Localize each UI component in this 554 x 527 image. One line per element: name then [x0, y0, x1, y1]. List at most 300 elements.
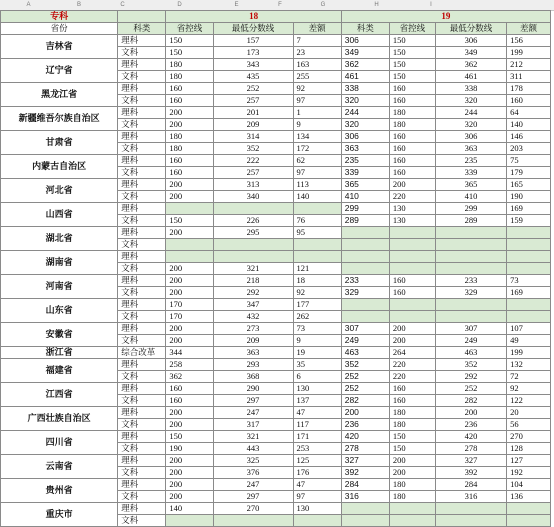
control-line-cell[interactable]: [166, 515, 213, 527]
subject-cell[interactable]: 综合改革: [118, 347, 166, 359]
subject-cell[interactable]: [341, 263, 389, 275]
subject-cell[interactable]: [341, 311, 389, 323]
subject-cell[interactable]: [341, 251, 389, 263]
diff-cell[interactable]: 146: [507, 131, 551, 143]
control-line-cell[interactable]: 180: [389, 479, 435, 491]
subject-cell[interactable]: 文科: [118, 143, 166, 155]
control-line-cell[interactable]: 200: [389, 179, 435, 191]
min-score-cell[interactable]: 235: [435, 155, 506, 167]
control-line-cell[interactable]: 180: [389, 107, 435, 119]
subject-cell[interactable]: 461: [341, 71, 389, 83]
subject-cell[interactable]: 理科: [118, 179, 166, 191]
control-line-cell[interactable]: 170: [166, 299, 213, 311]
min-score-cell[interactable]: 295: [213, 227, 293, 239]
diff-cell[interactable]: 62: [293, 155, 341, 167]
control-line-cell[interactable]: 258: [166, 359, 213, 371]
subject-cell[interactable]: 289: [341, 215, 389, 227]
min-score-cell[interactable]: 292: [213, 287, 293, 299]
subject-cell[interactable]: 理科: [118, 455, 166, 467]
province-name-cell[interactable]: 吉林省: [1, 35, 118, 59]
min-score-cell[interactable]: [435, 239, 506, 251]
control-line-cell[interactable]: [389, 515, 435, 527]
min-score-cell[interactable]: 257: [213, 95, 293, 107]
min-score-cell[interactable]: 321: [213, 263, 293, 275]
diff-cell[interactable]: [507, 515, 551, 527]
control-line-cell[interactable]: 180: [166, 143, 213, 155]
province-header[interactable]: 省份: [1, 23, 118, 35]
subject-cell[interactable]: 文科: [118, 167, 166, 179]
control-line-cell[interactable]: 160: [166, 155, 213, 167]
province-name-cell[interactable]: 山西省: [1, 203, 118, 227]
min-score-cell[interactable]: 325: [213, 455, 293, 467]
year-19-header[interactable]: 19: [341, 11, 550, 23]
subject-cell[interactable]: 文科: [118, 119, 166, 131]
subject-cell[interactable]: 文科: [118, 191, 166, 203]
min-score-cell[interactable]: [435, 515, 506, 527]
control-line-cell[interactable]: 160: [389, 383, 435, 395]
diff-cell[interactable]: 73: [293, 323, 341, 335]
diff-cell[interactable]: 171: [293, 431, 341, 443]
subject-cell[interactable]: 233: [341, 275, 389, 287]
control-line-cell[interactable]: 200: [389, 335, 435, 347]
subject-cell[interactable]: 文科: [118, 215, 166, 227]
subject-cell[interactable]: 文科: [118, 515, 166, 527]
column-letter[interactable]: B: [76, 2, 81, 8]
min-score-cell[interactable]: 327: [435, 455, 506, 467]
diff-cell[interactable]: 97: [293, 167, 341, 179]
min-score-cell[interactable]: 306: [435, 131, 506, 143]
control-line-cell[interactable]: 200: [166, 323, 213, 335]
diff-cell[interactable]: 160: [507, 95, 551, 107]
min-score-cell[interactable]: 343: [213, 59, 293, 71]
min-score-cell[interactable]: [435, 227, 506, 239]
subject-cell[interactable]: 463: [341, 347, 389, 359]
min-score-cell[interactable]: 432: [213, 311, 293, 323]
subject-cell[interactable]: 文科: [118, 239, 166, 251]
diff-cell[interactable]: 92: [507, 383, 551, 395]
diff-cell[interactable]: 47: [293, 479, 341, 491]
subject-cell[interactable]: 文科: [118, 263, 166, 275]
control-line-cell[interactable]: 200: [166, 179, 213, 191]
min-score-cell[interactable]: 347: [213, 299, 293, 311]
control-line-cell[interactable]: 200: [389, 467, 435, 479]
control-line-cell[interactable]: 160: [166, 395, 213, 407]
subject-cell[interactable]: 理科: [118, 275, 166, 287]
min-score-cell[interactable]: 363: [435, 143, 506, 155]
province-name-cell[interactable]: 湖南省: [1, 251, 118, 275]
min-score-cell[interactable]: 329: [435, 287, 506, 299]
province-name-cell[interactable]: 甘肃省: [1, 131, 118, 155]
control-line-cell[interactable]: 160: [389, 95, 435, 107]
min-score-cell[interactable]: 320: [435, 95, 506, 107]
control-line-cell[interactable]: 150: [389, 35, 435, 47]
header-blank-cell[interactable]: [118, 11, 166, 23]
control-line-cell[interactable]: 150: [166, 431, 213, 443]
control-line-cell[interactable]: 150: [389, 431, 435, 443]
subject-cell[interactable]: 理科: [118, 107, 166, 119]
min-score-cell[interactable]: 252: [213, 83, 293, 95]
min-score-cell[interactable]: 307: [435, 323, 506, 335]
diff-cell[interactable]: 47: [293, 407, 341, 419]
control-line-cell[interactable]: 200: [166, 275, 213, 287]
subject-cell[interactable]: 278: [341, 443, 389, 455]
min-score-cell[interactable]: 352: [213, 143, 293, 155]
min-score-cell[interactable]: 278: [435, 443, 506, 455]
control-line-cell[interactable]: [166, 203, 213, 215]
diff-cell[interactable]: 176: [293, 467, 341, 479]
subject-cell[interactable]: 299: [341, 203, 389, 215]
min-score-cell[interactable]: 282: [435, 395, 506, 407]
min-score-cell[interactable]: 362: [435, 59, 506, 71]
min-score-cell[interactable]: 349: [435, 47, 506, 59]
min-score-cell[interactable]: 313: [213, 179, 293, 191]
subject-cell[interactable]: 文科: [118, 47, 166, 59]
province-name-cell[interactable]: 山东省: [1, 299, 118, 323]
min-score-cell[interactable]: [213, 251, 293, 263]
subject-cell[interactable]: 316: [341, 491, 389, 503]
control-line-cell[interactable]: 180: [389, 119, 435, 131]
diff-cell[interactable]: 122: [507, 395, 551, 407]
diff-cell[interactable]: 156: [507, 35, 551, 47]
subject-cell[interactable]: 282: [341, 395, 389, 407]
min-score-cell[interactable]: 252: [435, 383, 506, 395]
subject-cell[interactable]: 文科: [118, 395, 166, 407]
control-line-cell[interactable]: [166, 251, 213, 263]
column-letter[interactable]: A: [26, 2, 31, 8]
subject-cell[interactable]: 文科: [118, 467, 166, 479]
subject-cell[interactable]: 文科: [118, 287, 166, 299]
min-score-cell[interactable]: 443: [213, 443, 293, 455]
control-line-cell[interactable]: 180: [166, 71, 213, 83]
min-score-cell[interactable]: [435, 263, 506, 275]
province-name-cell[interactable]: 贵州省: [1, 479, 118, 503]
subject-cell[interactable]: 文科: [118, 371, 166, 383]
diff-cell[interactable]: 199: [507, 47, 551, 59]
control-line-cell[interactable]: 220: [389, 359, 435, 371]
control-line-cell[interactable]: 160: [389, 287, 435, 299]
control-line-cell[interactable]: 220: [389, 371, 435, 383]
control-line-cell[interactable]: 160: [389, 395, 435, 407]
control-line-cell[interactable]: 200: [166, 191, 213, 203]
diff-cell[interactable]: 97: [293, 95, 341, 107]
subject-cell[interactable]: 352: [341, 359, 389, 371]
province-name-cell[interactable]: 新疆维吾尔族自治区: [1, 107, 118, 131]
subject-cell[interactable]: 理科: [118, 155, 166, 167]
diff-cell[interactable]: [507, 251, 551, 263]
diff-cell[interactable]: [293, 251, 341, 263]
province-name-cell[interactable]: 安徽省: [1, 323, 118, 347]
diff-cell[interactable]: [507, 263, 551, 275]
min-score-cell[interactable]: 249: [435, 335, 506, 347]
diff-cell[interactable]: 121: [293, 263, 341, 275]
control-line-cell[interactable]: 150: [166, 215, 213, 227]
min-score-cell[interactable]: 365: [435, 179, 506, 191]
min-score-cell[interactable]: 410: [435, 191, 506, 203]
diff-cell[interactable]: [507, 227, 551, 239]
diff-cell[interactable]: 130: [293, 383, 341, 395]
min-score-cell[interactable]: 293: [213, 359, 293, 371]
control-line-cell[interactable]: 200: [166, 479, 213, 491]
province-name-cell[interactable]: 内蒙古自治区: [1, 155, 118, 179]
subject-cell[interactable]: 文科: [118, 443, 166, 455]
diff-cell[interactable]: 104: [507, 479, 551, 491]
diff-cell[interactable]: 76: [293, 215, 341, 227]
control-line-cell[interactable]: 160: [166, 83, 213, 95]
diff-cell[interactable]: 253: [293, 443, 341, 455]
control-line-cell[interactable]: 200: [166, 419, 213, 431]
subject-cell[interactable]: 理科: [118, 431, 166, 443]
diff-cell[interactable]: 128: [507, 443, 551, 455]
diff-cell[interactable]: 163: [293, 59, 341, 71]
control-line-cell[interactable]: [389, 251, 435, 263]
diff-cell[interactable]: 1: [293, 107, 341, 119]
min-score-cell[interactable]: 226: [213, 215, 293, 227]
control-line-cell[interactable]: [389, 227, 435, 239]
min-score-cell[interactable]: [435, 299, 506, 311]
control-line-cell[interactable]: 200: [166, 119, 213, 131]
diff-cell[interactable]: 97: [293, 491, 341, 503]
min-score-cell[interactable]: 420: [435, 431, 506, 443]
control-line-cell[interactable]: [166, 239, 213, 251]
control-line-cell[interactable]: 362: [166, 371, 213, 383]
subject-cell[interactable]: [341, 239, 389, 251]
subject-cell[interactable]: 理科: [118, 407, 166, 419]
subject-cell[interactable]: 284: [341, 479, 389, 491]
control-line-cell[interactable]: 200: [389, 323, 435, 335]
diff-cell[interactable]: 92: [293, 287, 341, 299]
control-line-cell[interactable]: [389, 263, 435, 275]
control-line-cell[interactable]: 160: [166, 95, 213, 107]
min-score-cell[interactable]: 222: [213, 155, 293, 167]
control-line-cell[interactable]: 130: [389, 203, 435, 215]
min-score-cell[interactable]: 289: [435, 215, 506, 227]
min-score-cell[interactable]: 247: [213, 407, 293, 419]
diff-cell[interactable]: 311: [507, 71, 551, 83]
diff-cell[interactable]: 20: [507, 407, 551, 419]
control-line-cell[interactable]: 170: [166, 311, 213, 323]
subject-cell[interactable]: 420: [341, 431, 389, 443]
min-score-cell[interactable]: 236: [435, 419, 506, 431]
subject-cell[interactable]: [341, 227, 389, 239]
control-line-cell[interactable]: 150: [166, 35, 213, 47]
subject-header[interactable]: 科类: [118, 23, 166, 35]
diff-cell[interactable]: 262: [293, 311, 341, 323]
diff-cell[interactable]: [507, 239, 551, 251]
subject-cell[interactable]: 306: [341, 131, 389, 143]
control-line-cell[interactable]: 160: [389, 131, 435, 143]
province-name-cell[interactable]: 河南省: [1, 275, 118, 299]
control-line-cell[interactable]: [389, 239, 435, 251]
subject-cell[interactable]: 理科: [118, 299, 166, 311]
subject-cell[interactable]: 320: [341, 119, 389, 131]
control-line-cell[interactable]: 220: [389, 191, 435, 203]
control-line-cell[interactable]: 150: [166, 47, 213, 59]
subject-cell[interactable]: 理科: [118, 251, 166, 263]
diff-cell[interactable]: 255: [293, 71, 341, 83]
min-score-cell[interactable]: 320: [435, 119, 506, 131]
diff-cell[interactable]: 73: [507, 275, 551, 287]
diff-header[interactable]: 差额: [507, 23, 551, 35]
column-letter[interactable]: C: [120, 2, 125, 8]
diff-cell[interactable]: 113: [293, 179, 341, 191]
province-name-cell[interactable]: 浙江省: [1, 347, 118, 359]
province-name-cell[interactable]: 云南省: [1, 455, 118, 479]
control-line-cell[interactable]: 200: [166, 107, 213, 119]
min-score-cell[interactable]: 338: [435, 83, 506, 95]
control-line-cell[interactable]: 150: [389, 443, 435, 455]
subject-cell[interactable]: 理科: [118, 227, 166, 239]
diff-cell[interactable]: 130: [293, 503, 341, 515]
subject-cell[interactable]: 410: [341, 191, 389, 203]
subject-cell[interactable]: 320: [341, 95, 389, 107]
diff-cell[interactable]: 72: [507, 371, 551, 383]
diff-cell[interactable]: 6: [293, 371, 341, 383]
control-line-cell[interactable]: 150: [389, 59, 435, 71]
min-score-header[interactable]: 最低分数线: [435, 23, 506, 35]
subject-cell[interactable]: 理科: [118, 383, 166, 395]
min-score-cell[interactable]: 257: [213, 167, 293, 179]
subject-cell[interactable]: 理科: [118, 35, 166, 47]
subject-cell[interactable]: 理科: [118, 131, 166, 143]
diff-cell[interactable]: 107: [507, 323, 551, 335]
diff-cell[interactable]: [507, 299, 551, 311]
control-line-cell[interactable]: 160: [389, 143, 435, 155]
min-score-cell[interactable]: 297: [213, 491, 293, 503]
subject-cell[interactable]: 文科: [118, 71, 166, 83]
min-score-cell[interactable]: 352: [435, 359, 506, 371]
province-name-cell[interactable]: 四川省: [1, 431, 118, 455]
min-score-cell[interactable]: 376: [213, 467, 293, 479]
subject-cell[interactable]: 理科: [118, 59, 166, 71]
diff-cell[interactable]: 92: [293, 83, 341, 95]
control-line-cell[interactable]: [389, 299, 435, 311]
subject-cell[interactable]: 307: [341, 323, 389, 335]
control-line-cell[interactable]: 264: [389, 347, 435, 359]
min-score-cell[interactable]: 314: [213, 131, 293, 143]
column-letter[interactable]: E: [234, 2, 239, 8]
min-score-cell[interactable]: 201: [213, 107, 293, 119]
province-name-cell[interactable]: 福建省: [1, 359, 118, 383]
min-score-cell[interactable]: 435: [213, 71, 293, 83]
subject-cell[interactable]: 文科: [118, 419, 166, 431]
subject-cell[interactable]: 理科: [118, 503, 166, 515]
subject-cell[interactable]: 244: [341, 107, 389, 119]
control-line-cell[interactable]: 200: [166, 467, 213, 479]
subject-cell[interactable]: 392: [341, 467, 389, 479]
category-cell[interactable]: 专科: [1, 11, 118, 23]
diff-cell[interactable]: 125: [293, 455, 341, 467]
diff-cell[interactable]: 18: [293, 275, 341, 287]
subject-cell[interactable]: 363: [341, 143, 389, 155]
min-score-cell[interactable]: 340: [213, 191, 293, 203]
diff-cell[interactable]: 270: [507, 431, 551, 443]
diff-cell[interactable]: 136: [507, 491, 551, 503]
province-name-cell[interactable]: 河北省: [1, 179, 118, 203]
diff-cell[interactable]: 190: [507, 191, 551, 203]
min-score-cell[interactable]: 209: [213, 119, 293, 131]
subject-cell[interactable]: 理科: [118, 323, 166, 335]
column-letter[interactable]: D: [177, 2, 182, 8]
subject-cell[interactable]: 理科: [118, 83, 166, 95]
diff-cell[interactable]: 23: [293, 47, 341, 59]
subject-cell[interactable]: 306: [341, 35, 389, 47]
subject-cell[interactable]: 329: [341, 287, 389, 299]
subject-cell[interactable]: 文科: [118, 335, 166, 347]
control-line-cell[interactable]: 200: [166, 287, 213, 299]
min-score-cell[interactable]: 461: [435, 71, 506, 83]
control-line-cell[interactable]: 190: [166, 443, 213, 455]
province-name-cell[interactable]: 黑龙江省: [1, 83, 118, 107]
diff-cell[interactable]: 132: [507, 359, 551, 371]
min-score-cell[interactable]: 299: [435, 203, 506, 215]
subject-cell[interactable]: 362: [341, 59, 389, 71]
subject-cell[interactable]: 339: [341, 167, 389, 179]
min-score-cell[interactable]: [213, 239, 293, 251]
diff-cell[interactable]: 178: [507, 83, 551, 95]
min-score-cell[interactable]: 218: [213, 275, 293, 287]
control-line-cell[interactable]: 140: [166, 503, 213, 515]
control-line-cell[interactable]: 200: [166, 263, 213, 275]
min-score-cell[interactable]: 273: [213, 323, 293, 335]
control-line-header[interactable]: 省控线: [389, 23, 435, 35]
min-score-cell[interactable]: 297: [213, 395, 293, 407]
control-line-cell[interactable]: 200: [166, 335, 213, 347]
min-score-cell[interactable]: 363: [213, 347, 293, 359]
diff-cell[interactable]: 212: [507, 59, 551, 71]
control-line-cell[interactable]: 160: [389, 155, 435, 167]
subject-cell[interactable]: 249: [341, 335, 389, 347]
min-score-cell[interactable]: 200: [435, 407, 506, 419]
year-18-header[interactable]: 18: [166, 11, 341, 23]
control-line-cell[interactable]: 160: [389, 275, 435, 287]
min-score-cell[interactable]: 233: [435, 275, 506, 287]
control-line-cell[interactable]: 160: [166, 383, 213, 395]
diff-cell[interactable]: 177: [293, 299, 341, 311]
subject-cell[interactable]: [341, 515, 389, 527]
subject-cell[interactable]: 理科: [118, 479, 166, 491]
control-line-cell[interactable]: 200: [389, 455, 435, 467]
subject-cell[interactable]: 236: [341, 419, 389, 431]
subject-cell[interactable]: 252: [341, 383, 389, 395]
column-letter[interactable]: H: [374, 2, 379, 8]
min-score-cell[interactable]: 306: [435, 35, 506, 47]
province-name-cell[interactable]: 辽宁省: [1, 59, 118, 83]
min-score-cell[interactable]: 316: [435, 491, 506, 503]
subject-cell[interactable]: [341, 299, 389, 311]
province-name-cell[interactable]: 江西省: [1, 383, 118, 407]
min-score-cell[interactable]: 463: [435, 347, 506, 359]
subject-cell[interactable]: 200: [341, 407, 389, 419]
subject-cell[interactable]: 理科: [118, 203, 166, 215]
subject-header[interactable]: 科类: [341, 23, 389, 35]
control-line-cell[interactable]: 200: [166, 491, 213, 503]
diff-cell[interactable]: 169: [507, 203, 551, 215]
min-score-cell[interactable]: 317: [213, 419, 293, 431]
diff-cell[interactable]: 192: [507, 467, 551, 479]
subject-cell[interactable]: 文科: [118, 95, 166, 107]
control-line-cell[interactable]: 200: [166, 407, 213, 419]
min-score-cell[interactable]: [435, 251, 506, 263]
control-line-cell[interactable]: 180: [389, 407, 435, 419]
min-score-cell[interactable]: 270: [213, 503, 293, 515]
subject-cell[interactable]: 327: [341, 455, 389, 467]
diff-cell[interactable]: 9: [293, 119, 341, 131]
control-line-cell[interactable]: 160: [389, 83, 435, 95]
diff-cell[interactable]: 75: [507, 155, 551, 167]
diff-cell[interactable]: 117: [293, 419, 341, 431]
min-score-cell[interactable]: 247: [213, 479, 293, 491]
min-score-cell[interactable]: 292: [435, 371, 506, 383]
